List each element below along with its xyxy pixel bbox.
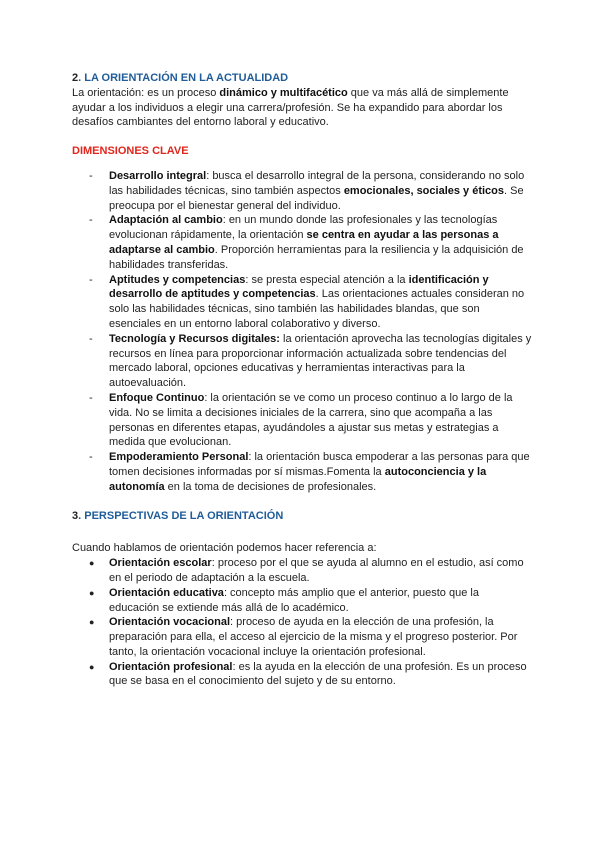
section-3-number: 3: [72, 509, 79, 522]
document-page: [72, 71, 532, 689]
section-3-heading: [72, 509, 532, 524]
item-term: Tecnología y Recursos digitales:: [109, 332, 280, 345]
paragraph-bold: dinámico y multifacético: [219, 86, 348, 99]
item-text: . Proporción herramientas para la resiliencia y la adquisición de habilidades transferidas.: [109, 243, 524, 271]
dimensions-list: [72, 169, 532, 495]
list-item: [72, 169, 532, 213]
item-text: . Se preocupa por el bienestar general del individuo.: [109, 184, 524, 212]
list-item: [72, 213, 532, 272]
item-text: . Las orientaciones actuales consideran no solo las habilidades técnicas, sino también las habilidades blandas, que son esenciales en un entorno laboral colaborativo y diverso.: [109, 288, 525, 330]
item-term: Enfoque Continuo: [109, 391, 205, 404]
item-term: Adaptación al cambio: [109, 214, 223, 227]
section-2-heading: [72, 71, 532, 86]
item-text: : se presta especial atención a la: [245, 273, 409, 286]
item-text: : proceso por el que se ayuda al alumno en el estudio, así como en el periodo de adaptación a la escuela.: [109, 557, 524, 584]
item-text: : la orientación se ve como un proceso continuo a lo largo de la vida. No se limita a decisiones iniciales de la carrera, sino que acompaña a las personas en diferentes etapas, ayudándoles a ajustar sus metas y estrategias a medida que evolucionan.: [109, 391, 513, 449]
item-term: Desarrollo integral: [109, 169, 207, 182]
list-item: [72, 273, 532, 332]
item-bold: emocionales, sociales y éticos: [343, 184, 505, 197]
item-text: : concepto más amplio que el anterior, puesto que la educación se extiende más allá de lo académico.: [109, 586, 479, 614]
item-term: Aptitudes y competencias: [109, 273, 246, 286]
item-term: Orientación vocacional: [109, 616, 231, 629]
section-2-title: . LA ORIENTACIÓN EN LA ACTUALIDAD: [78, 72, 289, 84]
item-text: en la toma de decisiones de profesionales.: [164, 480, 377, 493]
item-text: : proceso de ayuda en la elección de una profesión, la preparación para ella, el acceso al ejercicio de la misma y el progreso posterior. Por tanto, la orientación vocacional incluye la orientación profesional.: [109, 616, 518, 658]
list-item: [72, 660, 532, 690]
item-bold: autoconciencia y la autonomía: [109, 465, 487, 493]
item-term: Empoderamiento Personal: [109, 451, 249, 464]
perspectives-list: [72, 556, 532, 689]
list-item: [72, 391, 532, 450]
item-text: : en un mundo donde las profesionales y las tecnologías evolucionan rápidamente, la orientación: [109, 214, 498, 242]
item-text: : la orientación busca empoderar a las personas para que tomen decisiones informadas por sí mismas.Fomenta la: [109, 451, 530, 478]
item-text: : es la ayuda en la elección de una profesión. Es un proceso que se basa en el conocimiento del sujeto y de su entorno.: [109, 660, 527, 688]
item-term: Orientación educativa: [109, 586, 224, 599]
item-text: la orientación aprovecha las tecnologías digitales y recursos en línea para proporcionar información actualizada sobre tendencias del mercado laboral, opciones educativas y herramientas interactivas para la autoevaluación.: [109, 332, 532, 390]
list-item: [72, 450, 532, 494]
item-bold: identificación y desarrollo de aptitudes y competencias: [109, 273, 489, 301]
paragraph-text: que va más allá de simplemente ayudar a los individuos a elegir una carrera/profesión. Se ha expandido para abordar los desafíos cambiantes del entorno laboral y educativo.: [72, 86, 509, 129]
list-item: [72, 332, 532, 391]
dimensions-heading: DIMENSIONES CLAVE: [72, 145, 189, 158]
section-2-paragraph: [72, 86, 532, 130]
section-3-title: . PERSPECTIVAS DE LA ORIENTACIÓN: [78, 509, 284, 522]
list-item: [72, 586, 532, 616]
item-term: Orientación escolar: [109, 557, 212, 570]
list-item: [72, 615, 532, 659]
section-2-number: 2: [72, 72, 79, 84]
paragraph-text: La orientación: es un proceso: [72, 86, 220, 99]
item-bold: se centra en ayudar a las personas a adaptarse al cambio: [109, 229, 499, 256]
section-3-intro: Cuando hablamos de orientación podemos hacer referencia a:: [72, 542, 377, 555]
item-term: Orientación profesional: [109, 660, 233, 673]
list-item: [72, 556, 532, 586]
item-text: : busca el desarrollo integral de la persona, considerando no solo las habilidades técnicas, sino también aspectos: [109, 169, 525, 197]
